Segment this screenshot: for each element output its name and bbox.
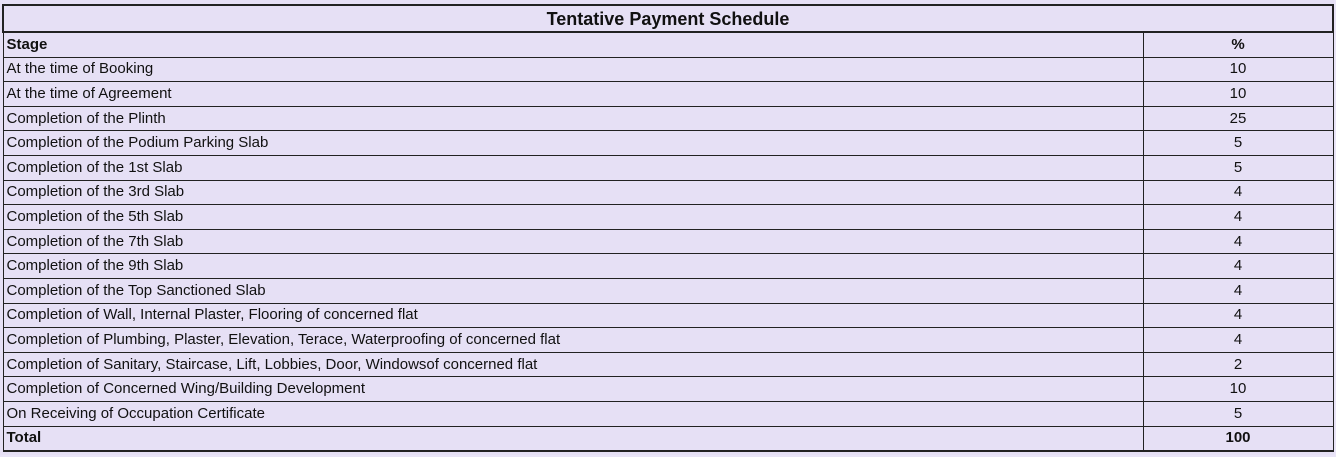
table-row bbox=[3, 328, 1333, 353]
percent-cell: 4 bbox=[1143, 303, 1333, 328]
title-row bbox=[3, 5, 1333, 32]
stage-cell: Completion of Wall, Internal Plaster, Flooring of concerned flat bbox=[3, 303, 1143, 328]
table-row bbox=[3, 377, 1333, 402]
total-row bbox=[3, 426, 1333, 451]
stage-cell: Completion of the Plinth bbox=[3, 106, 1143, 131]
stage-cell: Completion of Concerned Wing/Building Development bbox=[3, 377, 1143, 402]
percent-cell: 10 bbox=[1143, 57, 1333, 82]
total-label: Total bbox=[3, 426, 1143, 451]
percent-cell: 5 bbox=[1143, 131, 1333, 156]
stage-cell: Completion of Plumbing, Plaster, Elevation, Terace, Waterproofing of concerned flat bbox=[3, 328, 1143, 353]
table-row bbox=[3, 205, 1333, 230]
table-row bbox=[3, 180, 1333, 205]
stage-cell: Completion of Sanitary, Staircase, Lift, Lobbies, Door, Windowsof concerned flat bbox=[3, 352, 1143, 377]
percent-cell: 4 bbox=[1143, 229, 1333, 254]
percent-cell: 4 bbox=[1143, 328, 1333, 353]
stage-cell: At the time of Booking bbox=[3, 57, 1143, 82]
stage-cell: Completion of the 7th Slab bbox=[3, 229, 1143, 254]
table-row bbox=[3, 131, 1333, 156]
table-row bbox=[3, 401, 1333, 426]
stage-cell: Completion of the Top Sanctioned Slab bbox=[3, 278, 1143, 303]
stage-cell: Completion of the 3rd Slab bbox=[3, 180, 1143, 205]
column-header-stage: Stage bbox=[3, 32, 1143, 57]
percent-cell: 2 bbox=[1143, 352, 1333, 377]
table-row bbox=[3, 254, 1333, 279]
stage-cell: Completion of the Podium Parking Slab bbox=[3, 131, 1143, 156]
payment-schedule-table bbox=[2, 4, 1334, 452]
percent-cell: 10 bbox=[1143, 82, 1333, 107]
table-body bbox=[3, 5, 1333, 451]
table-row bbox=[3, 303, 1333, 328]
percent-cell: 4 bbox=[1143, 278, 1333, 303]
table-row bbox=[3, 106, 1333, 131]
percent-cell: 10 bbox=[1143, 377, 1333, 402]
column-header-percent: % bbox=[1143, 32, 1333, 57]
table-row bbox=[3, 229, 1333, 254]
stage-cell: Completion of the 1st Slab bbox=[3, 155, 1143, 180]
percent-cell: 4 bbox=[1143, 180, 1333, 205]
table-row bbox=[3, 57, 1333, 82]
total-percent: 100 bbox=[1143, 426, 1333, 451]
percent-cell: 4 bbox=[1143, 205, 1333, 230]
percent-cell: 5 bbox=[1143, 401, 1333, 426]
table-row bbox=[3, 155, 1333, 180]
header-row bbox=[3, 32, 1333, 57]
stage-cell: On Receiving of Occupation Certificate bbox=[3, 401, 1143, 426]
percent-cell: 5 bbox=[1143, 155, 1333, 180]
percent-cell: 4 bbox=[1143, 254, 1333, 279]
stage-cell: Completion of the 9th Slab bbox=[3, 254, 1143, 279]
stage-cell: Completion of the 5th Slab bbox=[3, 205, 1143, 230]
table-row bbox=[3, 278, 1333, 303]
table-title: Tentative Payment Schedule bbox=[3, 5, 1333, 32]
table-row bbox=[3, 82, 1333, 107]
percent-cell: 25 bbox=[1143, 106, 1333, 131]
stage-cell: At the time of Agreement bbox=[3, 82, 1143, 107]
table-row bbox=[3, 352, 1333, 377]
